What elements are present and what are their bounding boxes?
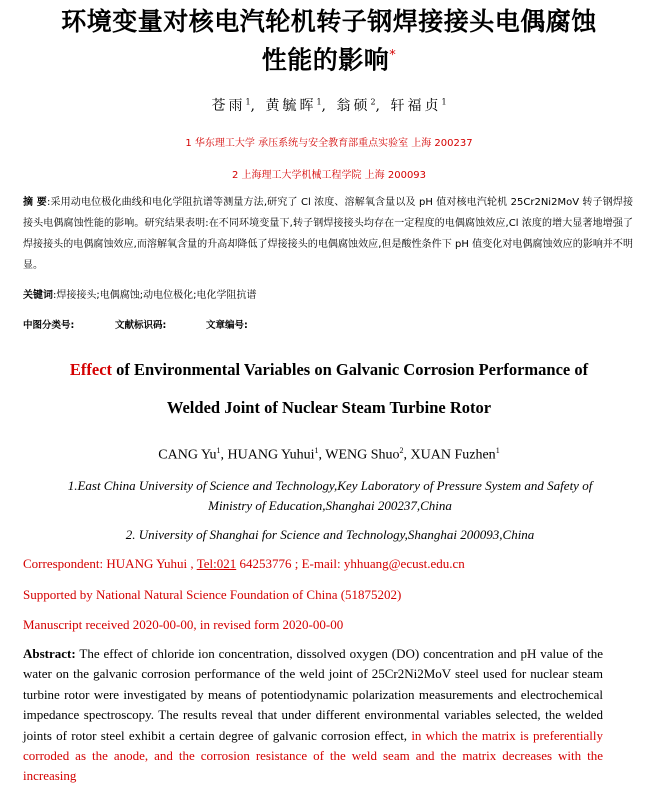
correspondent-line: Correspondent: HUANG Yuhui , Tel:021 64253776 ; E-mail: yhhuang@ecust.edu.cn [23,556,465,571]
english-title-line1: Effect of Environmental Variables on Galvanic Corrosion Performance of [69,360,589,379]
chinese-abstract: 摘 要:采用动电位极化曲线和电化学阻抗谱等测量方法,研究了 Cl 浓度、溶解氧含量以及 pH 值对核电汽轮机 25Cr2Ni2MoV 转子钢焊接接头电偶腐蚀性能的影响。研究结果表明:在不同环境变量下,转子钢焊接接头均存在一定程度的电偶腐蚀效应,Cl 浓度的增大显著地增强了焊接接头的电偶腐蚀效应,而溶解氧含量的升高却降低了焊接接头的电偶腐蚀效应,但是酸性条件下 pH 值变化对电偶腐蚀效应的影响并不明显。 [23,197,634,271]
english-title-line2: Welded Joint of Nuclear Steam Turbine Rotor [166,398,492,417]
chinese-affiliation-1: 1 华东理工大学 承压系统与安全教育部重点实验室 上海 200237 [185,138,473,149]
telephone-link[interactable]: Tel:021 [196,556,237,571]
english-authors: CANG Yu$^1$, HUANG Yuhui$^1$, WENG Shuo$^2$, XUAN Fuzhen$^1$ [158,446,500,463]
chinese-title-line2: 性能的影响* [261,45,397,75]
article-number-label: 文章编号: [206,320,248,331]
document-code-label: 文献标识码: [115,320,167,331]
title-footnote-mark: * [389,48,397,63]
english-abstract: Abstract: The effect of chloride ion concentration, dissolved oxygen (DO) concentration and pH value of the water on the galvanic corrosion performance of the weld joint of 25Cr2Ni2MoV steel used for nuclear steam turbine rotor were investigated by means of potentiodynamic polarization measurements and electrochemical impedance spectroscopy. The results reveal that under different environmental variables selected, the welded joints of rotor steel exhibit a certain degree of galvanic corrosion effect, in which the matrix is preferentially corroded as the anode, and the corrosion resistance of the weld seam and the matrix decreases with the increasing [23,646,603,784]
english-affiliation-1: 1.East China University of Science and Technology,Key Laboratory of Pressure System and Safety of Ministry of Education,Shanghai 200237,China [67,478,593,513]
english-affiliation-2: 2. University of Shanghai for Science and Technology,Shanghai 200093,China [125,527,535,542]
chinese-title-line1: 环境变量对核电汽轮机转子钢焊接接头电偶腐蚀 [61,7,597,36]
chinese-keywords: 关键词:焊接接头;电偶腐蚀;动电位极化;电化学阻抗谱 [23,290,257,301]
chinese-authors: 苍雨$^1$, 黄毓晖$^1$, 翁硕$^2$, 轩福贞$^1$ [211,97,447,114]
chinese-affiliation-2: 2 上海理工大学机械工程学院 上海 200093 [231,170,427,181]
classification-row [23,317,633,331]
clc-number-label: 中图分类号: [23,320,75,331]
funding-line: Supported by National Natural Science Foundation of China (51875202) [23,587,402,602]
manuscript-dates: Manuscript received 2020-00-00, in revised form 2020-00-00 [23,617,344,632]
